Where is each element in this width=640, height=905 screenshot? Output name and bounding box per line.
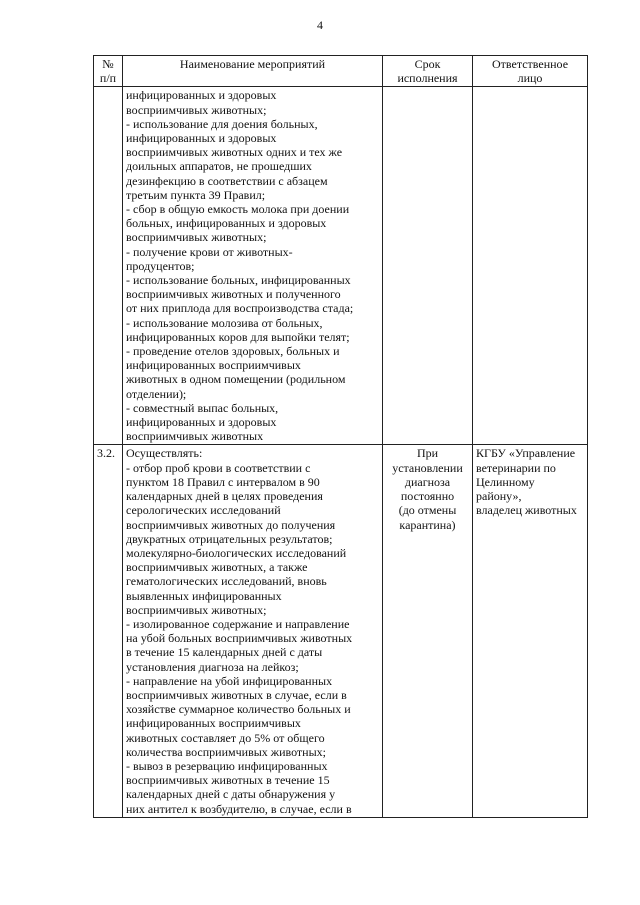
row-measures — [123, 87, 383, 445]
measure-text-line: в течение 15 календарных дней с даты — [126, 645, 323, 660]
measure-text-line: восприимчивых животных и полученного — [126, 287, 341, 302]
measure-text-line: доильных аппаратов, не прошедших — [126, 159, 312, 174]
row-responsible — [473, 445, 588, 817]
page-number: 4 — [317, 18, 323, 32]
measure-text-line: - получение крови от животных- — [126, 244, 293, 259]
table-row — [94, 87, 588, 445]
measure-text-line: количества восприимчивых животных; — [126, 744, 326, 759]
measure-text-line: двукратных отрицательных результатов; — [126, 531, 333, 546]
measure-text-line: выявленных инфицированных — [126, 588, 282, 603]
measure-text-line: инфицированных и здоровых — [126, 415, 277, 430]
measure-text-line: восприимчивых животных в течение 15 — [126, 773, 330, 788]
row-term — [383, 445, 473, 817]
measure-text-line: календарных дней в целях проведения — [126, 489, 323, 504]
responsible-text-line: району», — [476, 489, 522, 504]
term-text-line: карантина) — [399, 517, 456, 532]
measure-text-line: восприимчивых животных до получения — [126, 517, 336, 532]
measure-text-line: инфицированных восприимчивых — [126, 358, 301, 373]
measure-text-line: инфицированных коров для выпойки телят; — [126, 329, 350, 344]
responsible-text-line: ветеринарии по — [476, 460, 556, 475]
header-num: № п/п — [94, 56, 123, 87]
term-text-line: При — [416, 446, 439, 461]
header-term: Срок исполнения — [383, 56, 473, 87]
measure-text-line: больных, инфицированных и здоровых — [126, 216, 327, 231]
measure-text-line: животных составляет до 5% от общего — [126, 730, 325, 745]
measure-text-line: восприимчивых животных; — [126, 602, 267, 617]
measure-text-line: инфицированных и здоровых — [126, 131, 277, 146]
measure-text-line: пунктом 18 Правил с интервалом в 90 — [126, 474, 320, 489]
header-responsible: Ответственное лицо — [473, 56, 588, 87]
measure-text-line: серологических исследований — [126, 503, 281, 518]
measure-text-line: животных в одном помещении (родильном — [126, 372, 346, 387]
measure-text-line: - использование для доения больных, — [126, 116, 318, 131]
measure-text-line: - совместный выпас больных, — [126, 400, 279, 415]
responsible-text-line: КГБУ «Управление — [476, 446, 576, 461]
measure-text-line: третьим пункта 39 Правил; — [126, 187, 266, 202]
measure-text-line: восприимчивых животных в случае, если в — [126, 687, 347, 702]
measure-text-line: - направление на убой инфицированных — [126, 673, 333, 688]
measure-text-line: установления диагноза на лейкоз; — [126, 659, 299, 674]
measure-text-line: гематологических исследований, вновь — [126, 574, 327, 589]
measure-text-line: восприимчивых животных, а также — [126, 560, 308, 575]
measure-text-line: - проведение отелов здоровых, больных и — [126, 344, 340, 359]
measure-text-line: восприимчивых животных — [126, 429, 264, 444]
measure-text-line: восприимчивых животных одних и тех же — [126, 145, 343, 160]
measure-text-line: восприимчивых животных; — [126, 102, 267, 117]
measures-table — [93, 55, 588, 818]
table-header-row — [94, 56, 588, 87]
measure-text-line: продуцентов; — [126, 258, 195, 273]
row-number — [94, 87, 123, 445]
measure-text-line: календарных дней с даты обнаружения у — [126, 787, 336, 802]
row-number: 3.2. — [94, 445, 123, 817]
header-name: Наименование мероприятий — [123, 56, 383, 87]
measure-text-line: отделении); — [126, 386, 187, 401]
term-text-line: постоянно — [400, 489, 455, 504]
measure-text-line: инфицированных и здоровых — [126, 88, 277, 103]
responsible-text-line: Целинному — [476, 474, 535, 489]
term-text-line: диагноза — [404, 474, 451, 489]
measure-text-line: Осуществлять: — [126, 446, 203, 461]
row-responsible — [473, 87, 588, 445]
table-row — [94, 445, 588, 817]
row-measures — [123, 445, 383, 817]
measure-text-line: хозяйстве суммарное количество больных и — [126, 702, 351, 717]
measure-text-line: восприимчивых животных; — [126, 230, 267, 245]
term-text-line: установлении — [392, 460, 463, 475]
term-text-line: (до отмены — [398, 503, 457, 518]
measure-text-line: - отбор проб крови в соответствии с — [126, 460, 311, 475]
measure-text-line: них антител к возбудителю, в случае, если в — [126, 801, 352, 816]
measure-text-line: молекулярно-биологических исследований — [126, 545, 347, 560]
measure-text-line: дезинфекцию в соответствии с абзацем — [126, 173, 328, 188]
responsible-text-line: владелец животных — [476, 503, 577, 518]
measure-text-line: инфицированных восприимчивых — [126, 716, 301, 731]
measure-text-line: - использование больных, инфицированных — [126, 273, 351, 288]
measure-text-line: - изолированное содержание и направление — [126, 616, 350, 631]
measure-text-line: на убой больных восприимчивых животных — [126, 631, 353, 646]
row-term — [383, 87, 473, 445]
measure-text-line: - вывоз в резервацию инфицированных — [126, 758, 328, 773]
measure-text-line: - использование молозива от больных, — [126, 315, 323, 330]
measure-text-line: от них приплода для воспроизводства стада; — [126, 301, 354, 316]
measure-text-line: - сбор в общую емкость молока при доении — [126, 202, 350, 217]
